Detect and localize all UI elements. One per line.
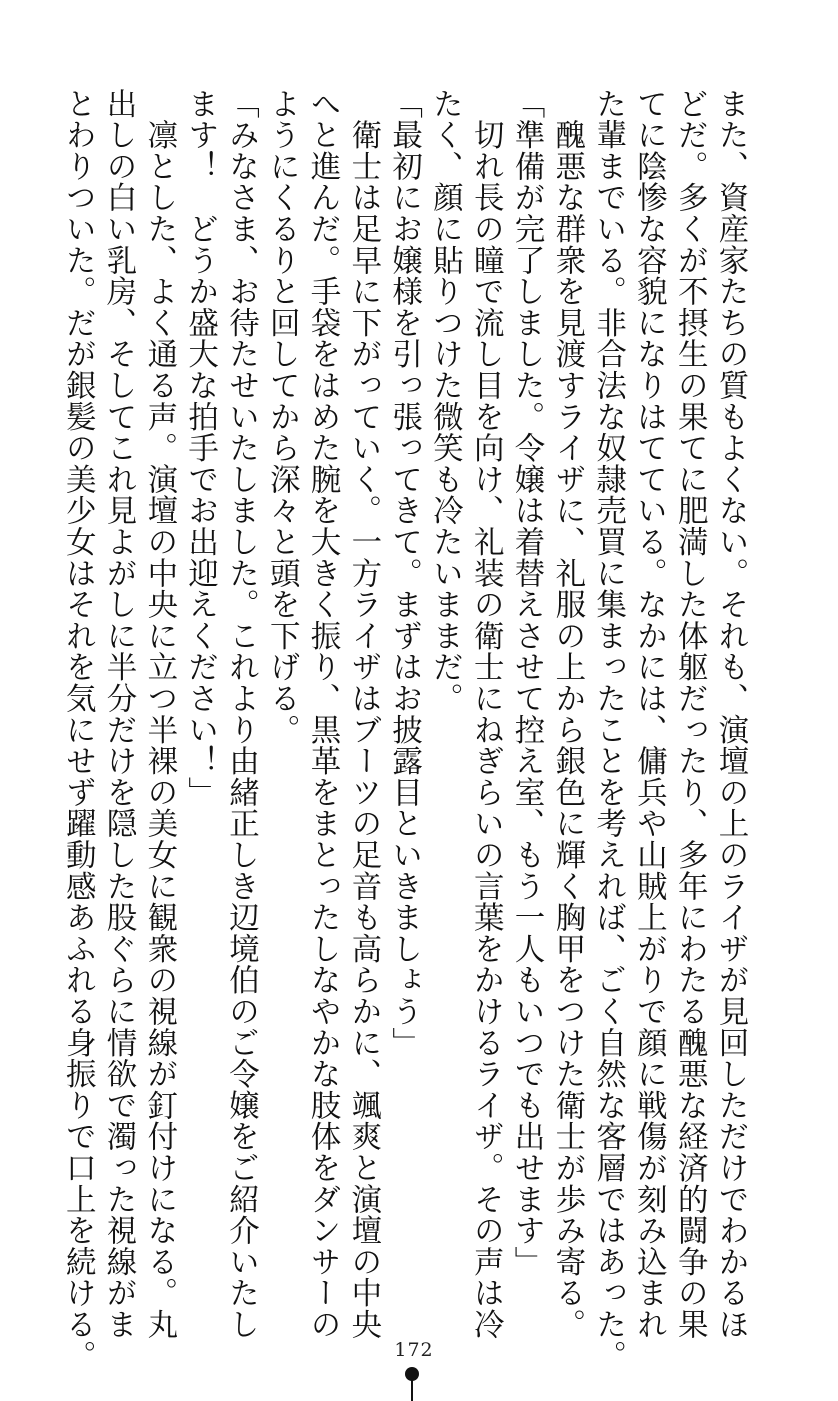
text-line: 衛士は足早に下がっていく。一方ライザはブーツの足音も高らかに、颯爽と演壇の中央: [345, 88, 381, 1340]
text-line: 醜悪な群衆を見渡すライザに、礼服の上から銀色に輝く胸甲をつけた衛士が歩み寄る。: [549, 88, 585, 1340]
page-number: 172: [394, 1339, 434, 1361]
text-line: ようにくるりと回してから深々と頭を下げる。: [264, 88, 300, 746]
text-line: た輩までいる。非合法な奴隷売買に集まったことを考えれば、ごく自然な客層ではあった。: [590, 88, 626, 1372]
text-line: 「最初にお嬢様を引っ張ってきて。まずはお披露目といきましょう」: [386, 88, 422, 1059]
text-line: また、資産家たちの質もよくない。それも、演壇の上のライザが見回しただけでわかるほ: [713, 88, 748, 1340]
text-line: どだ。多くが不摂生の果てに肥満した体躯だったり、多年にわたる醜悪な経済的闘争の果: [672, 88, 708, 1340]
text-line: 切れ長の瞳で流し目を向け、礼装の衛士にねぎらいの言葉をかけるライザ。その声は冷: [468, 88, 504, 1340]
text-line: へと進んだ。手袋をはめた腕を大きく振り、黒革をまとったしなやかな肢体をダンサーの: [305, 88, 341, 1340]
marker-line: [411, 1379, 413, 1401]
text-line: 凛とした、よく通る声。演壇の中央に立つ半裸の美女に観衆の視線が釘付けになる。丸: [141, 88, 177, 1340]
text-line: 「みなさま、お待たせいたしました。これより由緒正しき辺境伯のご令嬢をご紹介いたし: [223, 88, 259, 1340]
text-line: てに陰惨な容貌になりはてている。なかには、傭兵や山賊上がりで顔に戦傷が刻み込まれ: [631, 88, 667, 1340]
text-line: とわりついた。だが銀髪の美少女はそれを気にせず躍動感あふれる身振りで口上を続ける。: [60, 88, 96, 1372]
text-line: たく、顔に貼りつけた微笑も冷たいままだ。: [427, 88, 463, 714]
page-marker-icon: [405, 1367, 419, 1400]
text-line: 出しの白い乳房、そしてこれ見よがしに半分だけを隠した股ぐらに情欲で濁った視線がま: [101, 88, 137, 1340]
text-line: 「準備が完了しました。令嬢は着替えさせて控え室、もう一人もいつでも出せます」: [509, 88, 545, 1278]
text-line: ます！ どうか盛大な拍手でお出迎えください！」: [182, 88, 218, 808]
